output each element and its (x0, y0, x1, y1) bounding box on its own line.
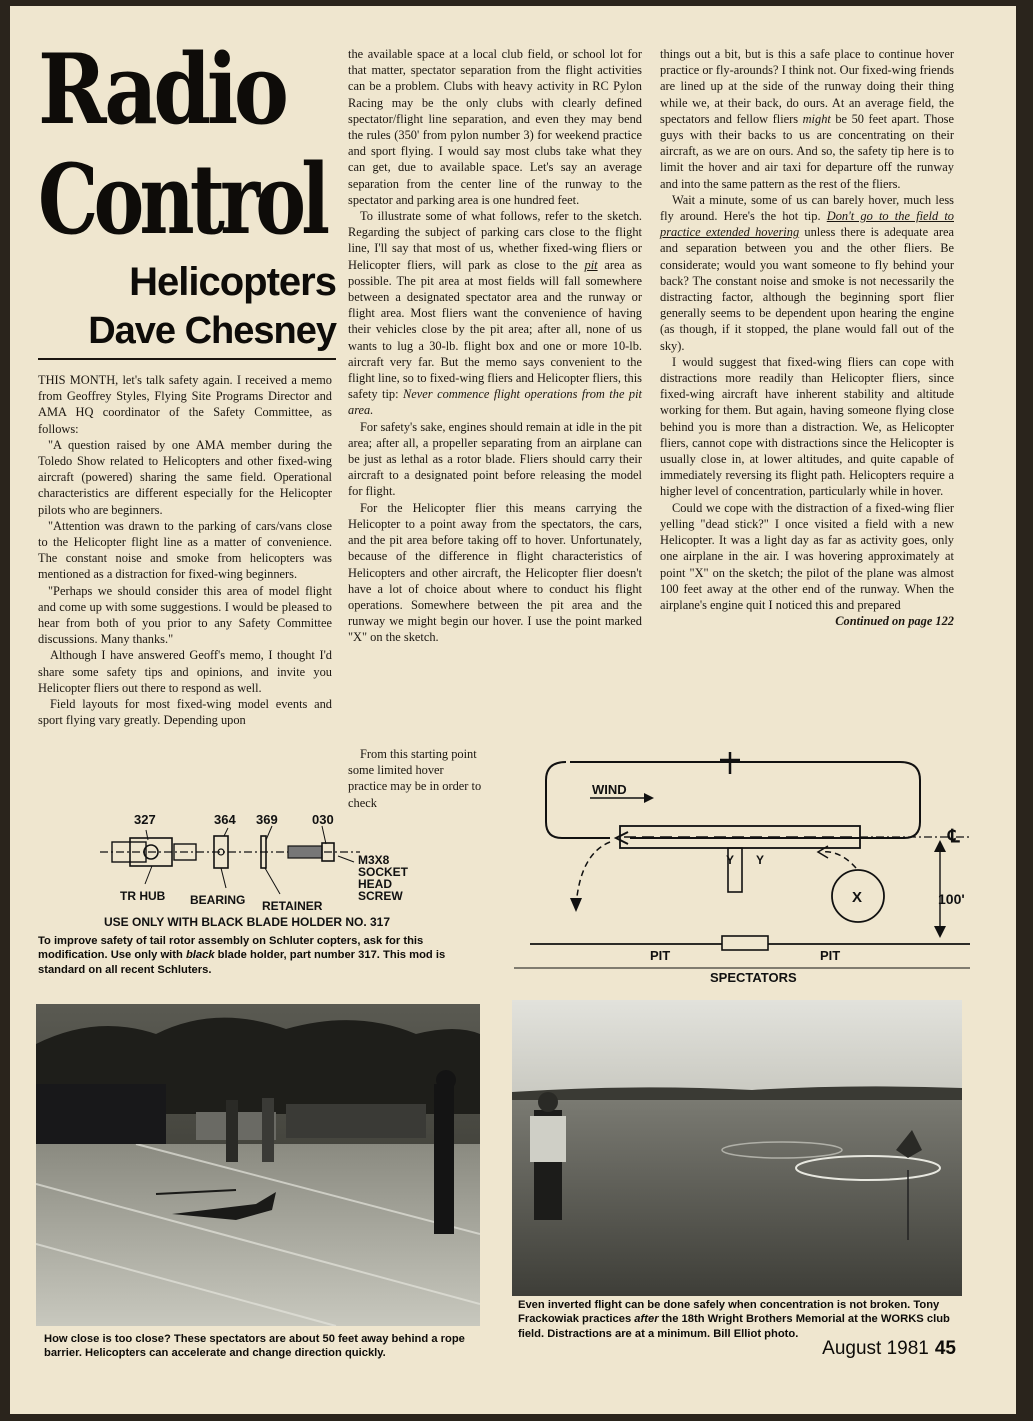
part-number-327: 327 (134, 812, 156, 827)
col2-paragraph: For safety's sake, engines should remain at idle in the pit area; after all, a propeller separating from an airplane can be just as lethal as a rotor blade. Fliers should carry their aircraft to a designated point before releasing the model for flight. (348, 419, 642, 499)
col1-paragraph: "Attention was drawn to the parking of cars/vans close to the Helicopter flight line as a matter of convenience. The constant noise and smoke from helicopters was mentioned as a distraction for fixed-wing beginners. (38, 518, 332, 582)
article-column-3 (660, 46, 954, 629)
sketch-spectators: SPECTATORS (710, 970, 797, 985)
photo-helicopter-spectators (36, 1004, 480, 1326)
col3-paragraph: Could we cope with the distraction of a fixed-wing flier yelling "dead stick?" I once visited a field with a new Helicopter. It was a light day as far as activity goes, only one airplane in the air. I was hovering approximately at point "X" on the sketch; the pilot of the plane was almost 100 feet away at the other end of the runway. When the airplane's engine quit I noticed this and prepared (660, 500, 954, 612)
parts-note: USE ONLY WITH BLACK BLADE HOLDER NO. 317 (104, 915, 391, 929)
sketch-y-left: Y (726, 853, 735, 867)
label-retainer: RETAINER (262, 899, 323, 913)
photo-inverted-flight (512, 1000, 962, 1296)
label-screw-3: HEAD (358, 877, 393, 891)
label-screw-1: M3X8 (358, 853, 390, 867)
part-number-030: 030 (312, 812, 334, 827)
col2-paragraph: For the Helicopter flier this means carrying the Helicopter to a point away from the spectators, the cars, and the pit area before taking off to hover. Unfortunately, because of the difference in flight characteristics of Helicopters and other aircraft, the Helicopter flier doesn't have a lot of choice about where to conduct his flight operations. Somewhere between the pit area and the runway we might begin our hover. I use the point marked "X" on the sketch. (348, 500, 642, 645)
col3-paragraph: Wait a minute, some of us can barely hover, much less fly around. Here's the hot tip. Don't go to the field to practice extended hovering unless there is adequate area and separation between you and the other fliers. Be considerate; would you want someone to fly behind your back? The constant noise and smoke is not necessarily the distracting factor, although the beginning sport flier generally seems to be dependent upon hearing the engine (as though, if it stopped, the plane would fall out of the sky). (660, 192, 954, 353)
col1-paragraph: THIS MONTH, let's talk safety again. I received a memo from Geoffrey Styles, Flying Site Programs Director and AMA HQ coordinator of the Safety Committee, as follows: (38, 373, 332, 436)
col3-paragraph: I would suggest that fixed-wing fliers can cope with distractions more readily than Helicopter fliers, since fixed-wing aircraft have inherent stability and altitude working for them. But again, having someone flying close behind you is more than a distraction. We, as Helicopter fliers, cannot cope with distractions since the Helicopter is usually close in, at lower altitudes, and quite capable of immediately reversing its flight path. Helicopters require a higher level of concentration, particularly while in hover. (660, 354, 954, 499)
author-name: Dave Chesney (88, 310, 336, 352)
label-screw-2: SOCKET (358, 865, 409, 879)
label-screw-4: SCREW (358, 889, 403, 903)
sketch-x-point: X (852, 889, 863, 906)
col1-paragraph: Although I have answered Geoff's memo, I thought I'd share some safety tips and opinions, and invite you Helicopter fliers out there to respond as well. (38, 648, 332, 695)
page-footer (822, 1338, 956, 1360)
sketch-pit-left: PIT (650, 948, 671, 963)
tail-rotor-parts-diagram (90, 800, 470, 930)
title-radio: Radio (38, 33, 285, 146)
part-number-369: 369 (256, 812, 278, 827)
sketch-wind: WIND (592, 782, 627, 797)
continued-note: Continued on page 122 (835, 614, 954, 629)
sketch-distance: 100' (938, 891, 965, 907)
article-column-1 (38, 372, 332, 728)
photo-right-caption: Even inverted flight can be done safely when concentration is not broken. Tony Frackowiak practices after the 18th Wright Brothers Memorial at the WORKS club field. Distractions are at a minimum. Bill Elliot photo. (518, 1299, 950, 1340)
sketch-centerline: ℄ (948, 826, 960, 846)
subtitle-helicopters: Helicopters (129, 260, 336, 304)
col2-paragraph: the available space at a local club field, or school lot for that matter, spectator separation from the flight activities can be a problem. Clubs with heavy activity in RC Pylon Racing may be the only clubs with clearly defined spectator/flight line separation, and even they may bend the rules (350' from pylon number 3) for weekend practice and sport flying. I would say most clubs take what they can get, due to available space. Let's say an average separation from the center line of the runway to the spectator and parking area is one hundred feet. (348, 47, 642, 207)
part-number-364: 364 (214, 812, 236, 827)
photo-left-caption: How close is too close? These spectators are about 50 feet away behind a rope barrier. Helicopters can accelerate and change direction quickly. (44, 1333, 465, 1360)
col2-paragraph: From this starting point some limited hover practice may be in order to check (348, 747, 482, 810)
label-bearing: BEARING (190, 893, 246, 907)
magazine-page (10, 6, 1016, 1414)
article-column-2 (348, 46, 642, 646)
page-number: 45 (934, 1338, 956, 1359)
title-rule (38, 358, 336, 360)
col1-paragraph: "A question raised by one AMA member during the Toledo Show related to Helicopters and other fixed-wing aircraft (powered) sharing the same field. Operational characteristics are different especially for the Helicopter pilots who are beginners. (38, 437, 332, 517)
field-layout-sketch (500, 746, 980, 986)
label-tr-hub: TR HUB (120, 889, 166, 903)
col3-paragraph: things out a bit, but is this a safe place to continue hover practice or fly-arounds? I think not. Our fixed-wing friends are lined up at the side of the runway doing their thing while we, at their back, do ours. At an average field, the spectators and fellow fliers might be 50 feet apart. Those guys with their backs to us are concentrating on their aircraft, as we are on ours. And so, the safety tip here is to limit the hover and air taxi for departure off the runway and into the same pattern as the rest of the fliers. (660, 47, 954, 191)
sketch-pit-right: PIT (820, 948, 841, 963)
col1-paragraph: Field layouts for most fixed-wing model events and sport flying vary greatly. Depending upon (38, 697, 332, 728)
title-control: Control (38, 143, 326, 256)
parts-caption: To improve safety of tail rotor assembly on Schluter copters, ask for this modification. Use only with black blade holder, part number 317. This mod is standard on all recent Schluters. (38, 935, 446, 976)
sketch-y-right: Y (756, 853, 765, 867)
col1-paragraph: "Perhaps we should consider this area of model flight and come up with some suggestions. I would be pleased to hear from both of you prior to any Safety Committee discussions. Many thanks." (38, 583, 332, 647)
issue-date: August 1981 (822, 1338, 929, 1359)
col2-paragraph: To illustrate some of what follows, refer to the sketch. Regarding the subject of parking cars close to the flight line, I'll say that most of us, whether fixed-wing fliers or Helicopter fliers, will park as close to the pit area as possible. The pit area at most fields will fall somewhere between a designated spectator area and the runway or flight area. Most fliers want the convenience of having their vehicles close by the pit area; after all, none of us wants to lug a 30-lb. flight box and one or more 10-lb. aircraft very far. But the memo says convenient to the flight line, so to fixed-wing fliers and Helicopter fliers, this safety tip: Never commence flight operations from the pit area. (348, 209, 642, 418)
